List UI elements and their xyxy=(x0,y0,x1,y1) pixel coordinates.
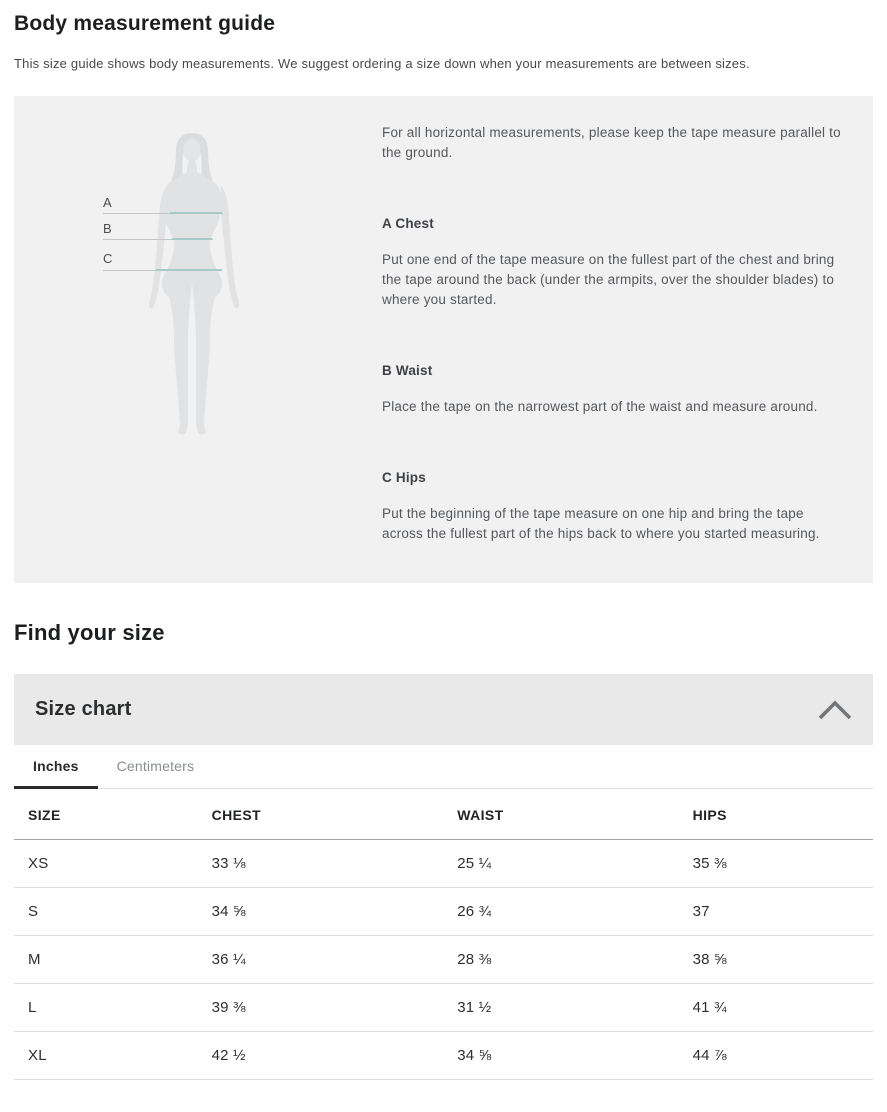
guide-para-chest: Put one end of the tape measure on the fullest part of the chest and bring the tape around the back (under the armpits, over the shoulder blades) to where you started. xyxy=(382,252,835,307)
size-chart-title: Size chart xyxy=(35,698,132,720)
cell-chest: 36 ¼ xyxy=(212,936,458,984)
measure-line-b-accent xyxy=(172,238,212,240)
cell-hips: 38 ⅝ xyxy=(693,936,873,984)
cell-size: M xyxy=(14,936,212,984)
guide-heading-chest: A Chest xyxy=(382,216,434,231)
guide-heading-hips: C Hips xyxy=(382,470,426,485)
cell-hips: 44 ⅞ xyxy=(693,1032,873,1080)
guide-para-hips: Put the beginning of the tape measure on one hip and bring the tape across the fullest part of the hips back to where you started measuring. xyxy=(382,506,820,541)
measure-line-a-accent xyxy=(170,212,222,214)
table-row-xs xyxy=(14,840,873,888)
tab-inches[interactable]: Inches xyxy=(14,745,98,789)
table-row-l xyxy=(14,984,873,1032)
measure-label-c: C xyxy=(103,251,113,266)
cell-waist: 26 ¾ xyxy=(457,888,692,936)
measure-label-b: B xyxy=(103,221,112,236)
find-your-size-heading: Find your size xyxy=(14,620,165,645)
cell-waist: 25 ¼ xyxy=(457,840,692,888)
guide-instructions xyxy=(382,96,842,544)
col-header-hips: HIPS xyxy=(693,789,873,840)
page-subtitle: This size guide shows body measurements. We suggest ordering a size down when your measurements are between sizes. xyxy=(14,56,750,71)
table-row-xl xyxy=(14,1032,873,1080)
cell-hips: 35 ⅜ xyxy=(693,840,873,888)
cell-waist: 31 ½ xyxy=(457,984,692,1032)
guide-heading-waist: B Waist xyxy=(382,363,433,378)
measure-label-a: A xyxy=(103,195,112,210)
size-table xyxy=(14,789,873,1080)
cell-chest: 34 ⅝ xyxy=(212,888,458,936)
cell-chest: 39 ⅜ xyxy=(212,984,458,1032)
chevron-up-icon xyxy=(817,699,853,721)
guide-para-waist: Place the tape on the narrowest part of the waist and measure around. xyxy=(382,399,818,414)
tab-centimeters[interactable]: Centimeters xyxy=(116,757,195,774)
size-table-header-row xyxy=(14,789,873,840)
cell-waist: 34 ⅝ xyxy=(457,1032,692,1080)
cell-hips: 37 xyxy=(693,888,873,936)
col-header-chest: CHEST xyxy=(212,789,458,840)
col-header-waist: WAIST xyxy=(457,789,692,840)
size-chart-accordion-header[interactable] xyxy=(14,674,873,745)
cell-hips: 41 ¾ xyxy=(693,984,873,1032)
cell-chest: 42 ½ xyxy=(212,1032,458,1080)
table-row-s xyxy=(14,888,873,936)
unit-tabs xyxy=(14,745,873,789)
cell-waist: 28 ⅜ xyxy=(457,936,692,984)
cell-chest: 33 ⅛ xyxy=(212,840,458,888)
body-silhouette-image xyxy=(147,133,241,436)
measurement-guide-panel xyxy=(14,96,873,583)
guide-intro: For all horizontal measurements, please keep the tape measure parallel to the ground. xyxy=(382,125,841,160)
cell-size: L xyxy=(14,984,212,1032)
measure-line-c-accent xyxy=(156,269,222,271)
cell-size: XL xyxy=(14,1032,212,1080)
page-title: Body measurement guide xyxy=(14,12,276,35)
body-diagram xyxy=(14,96,382,583)
col-header-size: SIZE xyxy=(14,789,212,840)
table-row-m xyxy=(14,936,873,984)
cell-size: S xyxy=(14,888,212,936)
cell-size: XS xyxy=(14,840,212,888)
